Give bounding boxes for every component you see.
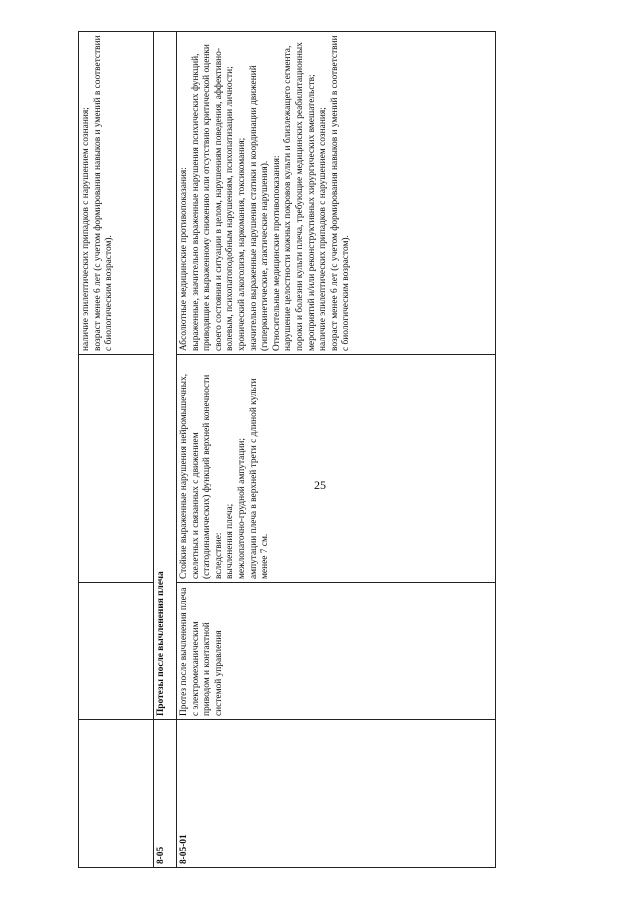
cell-item-contraindications xyxy=(177,32,496,355)
text-line: вычленения плеча; xyxy=(225,503,236,579)
table-row-item xyxy=(177,32,496,868)
text-line: значительно выраженные нарушения статики и координации движений (гиперкинетические, атактические нарушения). xyxy=(248,65,271,351)
text-line: наличие эпилептических припадков с нарушением сознания; xyxy=(81,107,91,351)
cell-empty xyxy=(79,720,154,868)
cell-empty xyxy=(79,583,154,720)
table-row-continuation xyxy=(79,32,154,868)
cell-section-code: 8-05 xyxy=(154,720,177,868)
text-line: Абсолютные медицинские противопоказания: xyxy=(179,167,189,351)
cell-section-title: Протезы после вычленения плеча xyxy=(154,32,177,720)
text-line: возраст менее 6 лет (с учетом формирования навыков и умений в соответствии с биологическим возрастом). xyxy=(92,35,115,351)
prosthesis-table xyxy=(78,31,496,868)
cell-empty xyxy=(79,355,154,583)
cell-contraindications-continued xyxy=(79,32,154,355)
rotated-table-sheet xyxy=(78,32,496,868)
text-line: межлопаточно-грудной ампутации; xyxy=(236,438,247,579)
text-line: возраст менее 6 лет (с учетом формирования навыков и умений в соответствии с биологическим возрастом). xyxy=(329,35,352,351)
cell-item-code: 8-05-01 xyxy=(177,720,496,868)
text-line: нарушение целостности кожных покровов культи и близлежащего сегмента, пороки и болезни культи плеча, требующие медицинских реабилитационных мероприятий и/или реконструктивных хирургических вмешательств; xyxy=(283,42,317,351)
text-line: Относительные медицинские противопоказания: xyxy=(271,155,282,351)
table-row-section xyxy=(154,32,177,868)
text-line: хронический алкоголизм, наркомания, токсикомания; xyxy=(236,137,247,351)
cell-item-name: Протез после вычленения плеча с электромеханическим приводом и контактной системой управления xyxy=(177,583,496,720)
page-number: 25 xyxy=(314,478,326,492)
text-line: выраженные, значительно выраженные нарушения психических функций, приводящие к выраженному снижению или отсутствию критической оценки своего состояния и ситуации в целом, нарушениям поведения, аффективно-волевым, психопатоподобным нарушениям, психопатизации личности; xyxy=(190,44,236,351)
text-line: наличие эпилептических припадков с нарушением сознания; xyxy=(318,107,329,351)
text-line: Стойкие выраженные нарушения нейромышечных, скелетных и связанных с движением (статодинамических) функций верхней конечности вследствие: xyxy=(179,373,224,579)
text-line: ампутации плеча в верхней трети с длиной культи менее 7 см. xyxy=(248,378,271,579)
cell-item-indications xyxy=(177,355,496,583)
